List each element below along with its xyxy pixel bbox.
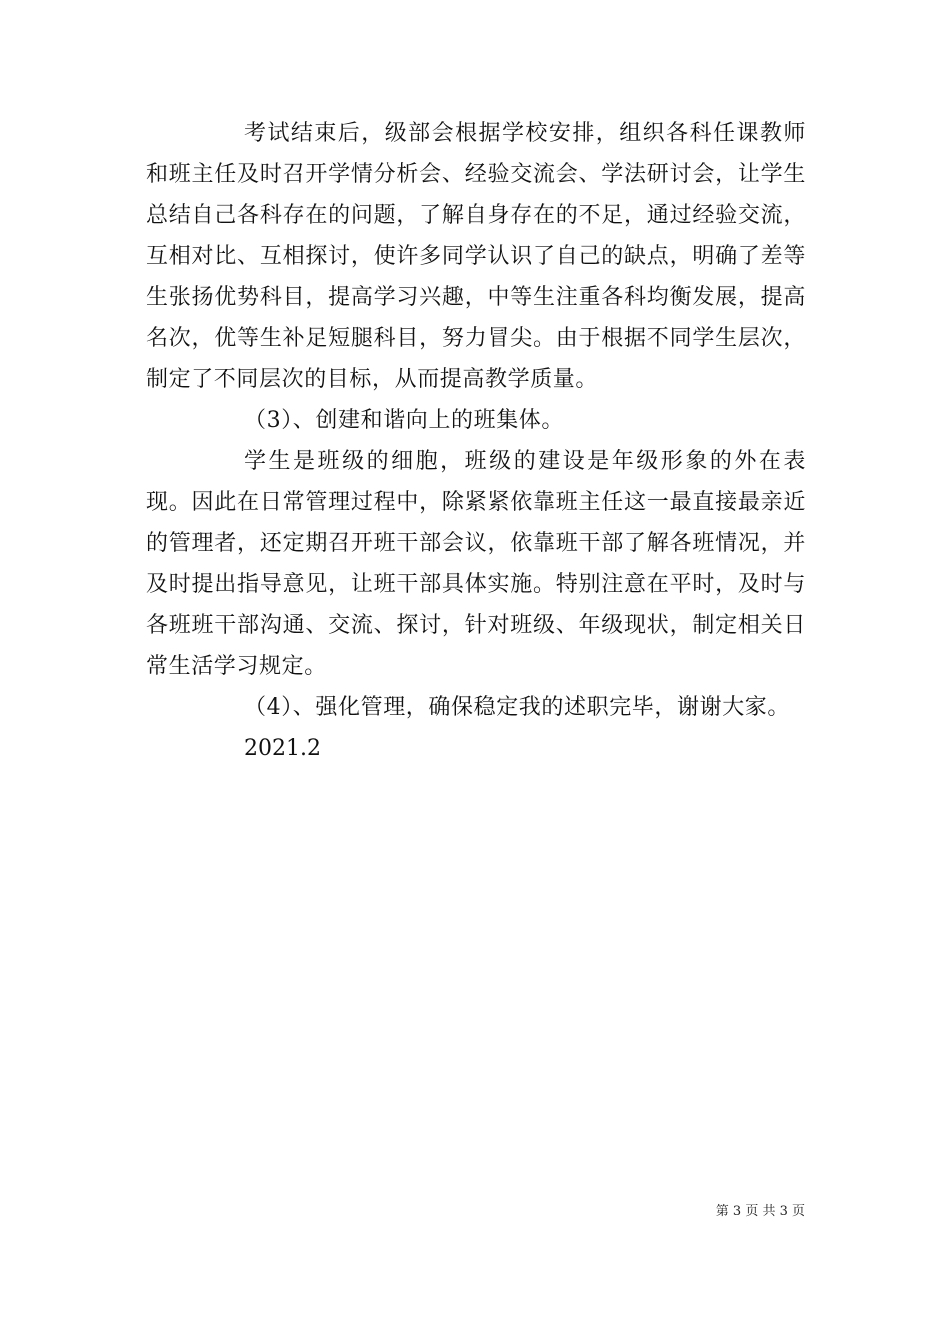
section-heading-strengthen-management: （4）、强化管理，确保稳定我的述职完毕，谢谢大家。 [244,695,790,720]
document-body [146,113,806,769]
section-heading-class-collective: （3）、创建和谐向上的班集体。 [244,408,564,433]
document-date: 2021.2 [244,736,321,761]
paragraph-exam-analysis: 考试结束后，级部会根据学校安排，组织各科任课教师和班主任及时召开学情分析会、经验交流会、学法研讨会，让学生总结自己各科存在的问题，了解自身存在的不足，通过经验交流，互相对比、互相探讨，使许多同学认识了自己的缺点，明确了差等生张扬优势科目，提高学习兴趣，中等生注重各科均衡发展，提高名次，优等生补足短腿科目，努力冒尖。由于根据不同学生层次，制定了不同层次的目标，从而提高教学质量。 [146,121,806,392]
paragraph-class-management: 学生是班级的细胞，班级的建设是年级形象的外在表现。因此在日常管理过程中，除紧紧依靠班主任这一最直接最亲近的管理者，还定期召开班干部会议，依靠班干部了解各班情况，并及时提出指导意见，让班干部具体实施。特别注意在平时，及时与各班班干部沟通、交流、探讨，针对班级、年级现状，制定相关日常生活学习规定。 [146,449,806,679]
page-number-footer: 第 3 页 共 3 页 [715,1204,805,1219]
